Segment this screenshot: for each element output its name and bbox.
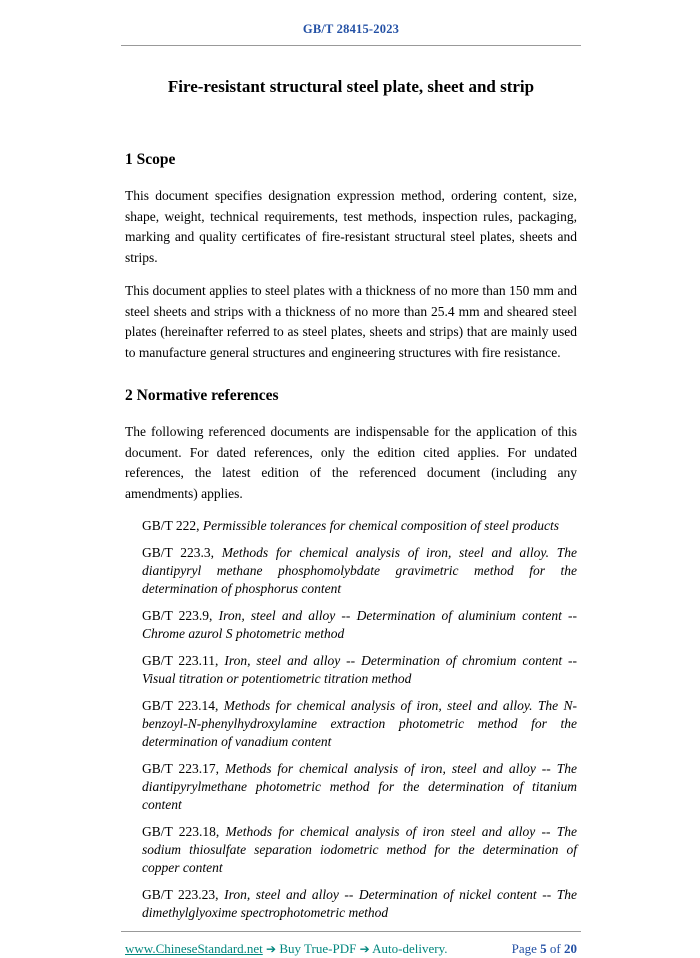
reference-title: Methods for chemical analysis of iron steel and alloy -- The sodium thiosulfate separation iodometric method for the determination of copper content xyxy=(142,824,578,875)
reference-code: GB/T 223.9, xyxy=(142,608,213,623)
reference-item xyxy=(142,823,577,877)
page-label: Page xyxy=(511,941,537,956)
section-1-heading: 1 Scope xyxy=(125,151,176,168)
page-footer xyxy=(125,931,577,958)
reference-title: Methods for chemical analysis of iron, steel and alloy -- The diantipyrylmethane photometric method for the determination of titanium content xyxy=(142,761,578,812)
reference-title: Permissible tolerances for chemical composition of steel products xyxy=(202,518,559,533)
arrow-right-icon: ➔ xyxy=(266,942,277,956)
reference-code: GB/T 223.23, xyxy=(142,887,219,902)
page-header xyxy=(125,22,577,46)
references-list xyxy=(125,517,577,922)
page-number: 5 xyxy=(540,941,547,956)
header-divider xyxy=(121,45,581,46)
scope-paragraph-2: This document applies to steel plates with a thickness of no more than 150 mm and steel sheets and strips with a thickness of no more than 25.4 mm and sheared steel plates (hereinafter referred to as steel plates, sheets and strips) that are mainly used to manufacture general structures and engineering structures with fire resistance. xyxy=(125,283,577,360)
reference-code: GB/T 222, xyxy=(142,518,200,533)
reference-item xyxy=(142,607,577,643)
of-label: of xyxy=(549,941,561,956)
section-2-heading: 2 Normative references xyxy=(125,387,279,404)
section-scope xyxy=(125,150,577,376)
reference-item xyxy=(142,652,577,688)
reference-code: GB/T 223.3, xyxy=(142,545,214,560)
reference-title: Methods for chemical analysis of iron, steel and alloy. The diantipyryl methane phosphomolybdate gravimetric method for the determination of phosphorus content xyxy=(142,545,578,596)
reference-title: Methods for chemical analysis of iron, steel and alloy. The N-benzoyl-N-phenylhydroxylamine extraction photometric method for the determination of vanadium content xyxy=(142,698,578,749)
scope-paragraph-1: This document specifies designation expression method, ordering content, size, shape, weight, technical requirements, test methods, inspection rules, packaging, marking and quality certificates of fire-resistant structural steel plates, sheets and strips. xyxy=(125,188,577,265)
reference-item xyxy=(142,697,577,751)
section-normative-references xyxy=(125,376,577,931)
footer-divider xyxy=(121,931,581,932)
reference-item xyxy=(142,760,577,814)
total-pages: 20 xyxy=(564,941,577,956)
reference-title: Iron, steel and alloy -- Determination of aluminium content -- Chrome azurol S photometric method xyxy=(142,608,577,641)
normative-intro-paragraph: The following referenced documents are indispensable for the application of this document. For dated references, only the edition cited applies. For undated references, the latest edition of the referenced document (including any amendments) applies. xyxy=(125,424,577,501)
footer-branding xyxy=(125,940,448,958)
document-title: Fire-resistant structural steel plate, sheet and strip xyxy=(167,77,535,96)
reference-code: GB/T 223.17, xyxy=(142,761,219,776)
footer-buy-text: Buy True-PDF xyxy=(279,941,357,956)
reference-code: GB/T 223.14, xyxy=(142,698,219,713)
page-indicator xyxy=(512,940,577,957)
footer-site-link[interactable]: www.ChineseStandard.net xyxy=(125,941,263,956)
reference-item xyxy=(142,544,577,598)
reference-title: Iron, steel and alloy -- Determination of nickel content -- The dimethylglyoxime spectrophotometric method xyxy=(142,887,577,920)
arrow-right-icon: ➔ xyxy=(359,942,370,956)
reference-code: GB/T 223.18, xyxy=(142,824,220,839)
footer-delivery-text: Auto-delivery. xyxy=(372,941,448,956)
reference-title: Iron, steel and alloy -- Determination of chromium content -- Visual titration or potentiometric titration method xyxy=(142,653,578,686)
reference-code: GB/T 223.11, xyxy=(142,653,219,668)
doc-number: GB/T 28415-2023 xyxy=(302,22,400,36)
reference-item xyxy=(142,886,577,922)
reference-item xyxy=(142,517,577,535)
